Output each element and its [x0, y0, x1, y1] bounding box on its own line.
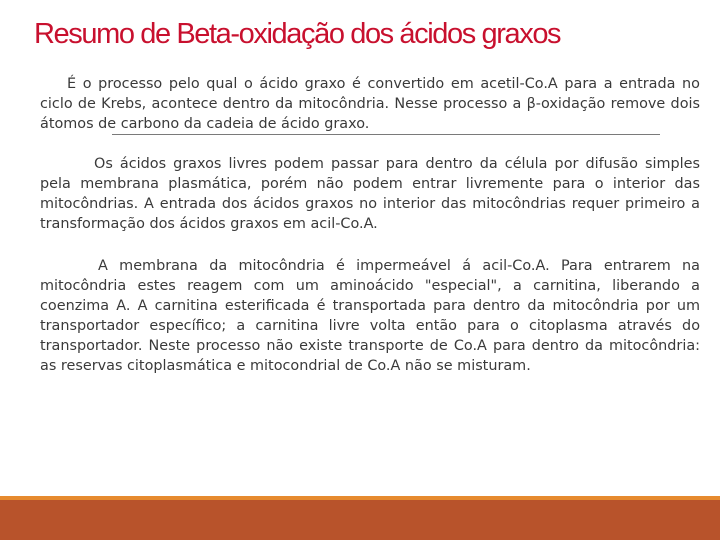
- paragraph-3: [40, 256, 700, 376]
- paragraph-3-text: A membrana da mitocôndria é impermeável á acil-Co.A. Para entrarem na mitocôndria estes reagem com um aminoácido "especial", a carnitina, liberando a coenzima A. A carnitina esterificada é transportada para dentro da mitocôndria por um transportador específico; a carnitina livre volta então para o citoplasma através do transportador. Neste processo não existe transporte de Co.A para dentro da mitocôndria: as reservas citoplasmática e mitocondrial de Co.A não se misturam.: [40, 258, 700, 374]
- paragraph-2-text: Os ácidos graxos livres podem passar para dentro da célula por difusão simples pela membrana plasmática, porém não podem entrar livremente para o interior das mitocôndrias. A entrada dos ácidos graxos no interior das mitocôndrias requer primeiro a transformação dos ácidos graxos em acil-Co.A.: [40, 156, 700, 232]
- paragraph-1: [40, 74, 700, 134]
- paragraph-2: [40, 154, 700, 234]
- paragraph-1-underline: [112, 134, 660, 135]
- slide-title: Resumo de Beta-oxidação dos ácidos graxos: [34, 18, 561, 50]
- paragraph-1-text: É o processo pelo qual o ácido graxo é convertido em acetil-Co.A para a entrada no ciclo de Krebs, acontece dentro da mitocôndria. Nesse processo a β-oxidação remove dois átomos de carbono da cadeia de ácido graxo.: [40, 76, 700, 132]
- footer-bar: [0, 500, 720, 540]
